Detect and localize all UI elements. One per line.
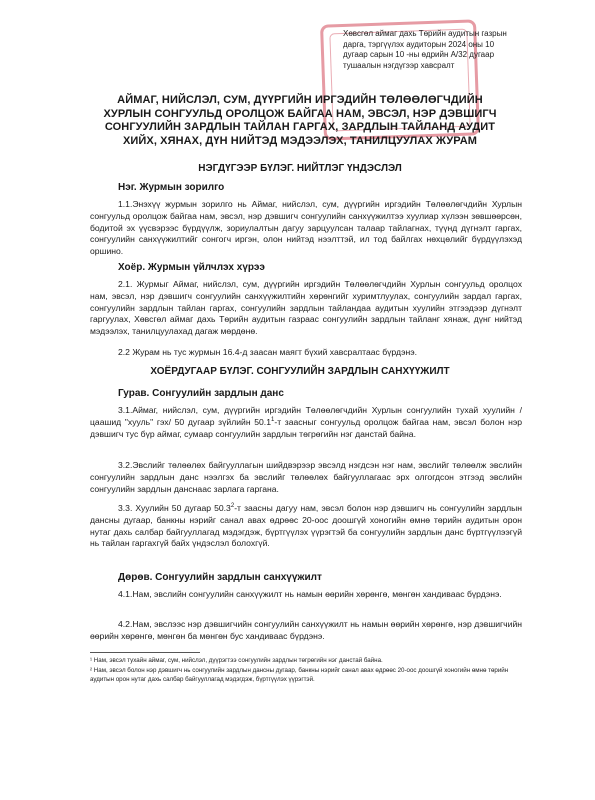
document-title: [100, 94, 500, 148]
paragraph-1-1: 1.1.Энэхүү журмын зорилго нь Аймаг, нийслэл, сум, дүүргийн иргэдийн Төлөөлөгчдийн Хурлын сонгуульд оролцож байгаа нам, эвсэл, нэр дэвшигч сонгуулийн санхүүжилтээ хуулиар хүлээн зөвшөөрсөн, бодитой эх үүсвэрээс бүрдүүлж, зориулалтын дагуу зарцуулсан талаар тайлагнах, түүнд дүгнэлт гаргах, сонгуулийн санхүүжилтийг сонгогч иргэн, олон нийтэд нээлттэй, ил тод байлгах нөхцөлийг бүрдүүлэхэд оршино.: [90, 199, 522, 257]
chapter-1-heading: НЭГДҮГЭЭР БҮЛЭГ. НИЙТЛЭГ ҮНДЭСЛЭЛ: [198, 163, 402, 174]
paragraph-3-1-text-a: 3.1.Аймаг, нийслэл, сум, дүүргийн иргэдийн Төлөөлөгчдийн Хурлын сонгуулийн тухай хуулийн /цаашид "хууль" гэх/ 50 дугаар зүйлийн 50.1: [90, 405, 522, 427]
paragraph-3-2: 3.2.Эвслийг төлөөлөх байгууллагын шийдвэрээр эвсэлд нэгдсэн нэг нам, эвслийг төлөөлж эвслийн сонгуулийн зардлын данс нээлгэх ба эвслийг төлөөлөх байгууллагаас эрх олгогдсон этгээд эвслийн сонгуулийн зардлын данснаас зарлага гаргана.: [90, 460, 522, 494]
section-2-heading: Хоёр. Журмын үйлчлэх хүрээ: [118, 262, 265, 273]
paragraph-4-1: 4.1.Нам, эвслийн сонгуулийн санхүүжилт нь намын өөрийн хөрөнгө, мөнгөн хандиваас бүрдэнэ.: [118, 589, 502, 599]
paragraph-3-1: [90, 405, 522, 440]
paragraph-2-1: 2.1. Журмыг Аймаг, нийслэл, сум, дүүргийн иргэдийн Төлөөлөгчдийн Хурлын сонгуульд оролцох нам, эвсэл, нэр дэвшигч сонгуулийн санхүүжилтийн хөрөнгийг хуримтлуулах, сонгуулийн зардал гаргах, сонгуулийн зардлын тайлан гаргах, сонгуулийн зардлын тайландаа аудитын хуулийн этгээдээр дүгнэлт гаргуулах, Хөвсгөл аймаг дахь Төрийн аудитын газраас сонгуулийн зардлын тайланг хянаж, дүнг нийтэд мэдээлэх, танилцуулахад дагаж мөрдөнө.: [90, 279, 522, 337]
paragraph-4-2: 4.2.Нам, эвслээс нэр дэвшигчийн сонгуулийн санхүүжилт нь намын өөрийн хөрөнгө, нэр дэвшигчийн өөрийн хөрөнгө, мөнгөн ба мөнгөн бус хандиваас бүрдэнэ.: [90, 619, 522, 641]
footnote-ref-1: 1: [270, 416, 275, 423]
paragraph-3-3: [90, 503, 522, 550]
title-line-1: АЙМАГ, НИЙСЛЭЛ, СУМ, ДҮҮРГИЙН ИРГЭДИЙН ТӨЛӨӨЛӨГЧДИЙН: [117, 94, 483, 106]
section-4-heading: Дөрөв. Сонгуулийн зардлын санхүүжилт: [118, 572, 322, 583]
approval-line-3: дугаар сарын 10 -ны өдрийн А/32 дугаар: [343, 50, 495, 59]
footnote-divider: [90, 652, 200, 653]
footnote-2: ² Нам, эвсэл болон нэр дэвшигч нь сонгуулийн зардлын дансны дугаар, банкны нэрийг санал авах өдрөөс 20-оос доошгүй хоногийн өмнө төрийн аудитын орон нутаг дахь салбар байгууллагад мэдэгдэж, бүртгүүлэх үүрэгтэй.: [90, 667, 509, 683]
title-line-4: ХИЙХ, ХЯНАХ, ДҮН НИЙТЭД МЭДЭЭЛЭХ, ТАНИЛЦУУЛАХ ЖУРАМ: [122, 134, 478, 147]
approval-line-1: Хөвсгөл аймаг дахь Төрийн аудитын газрын: [343, 29, 507, 38]
title-line-2: ХУРЛЫН СОНГУУЛЬД ОРОЛЦОЖ БАЙГАА НАМ, ЭВСЭЛ, НЭР ДЭВШИГЧ: [103, 107, 497, 120]
section-1-heading: Нэг. Журмын зорилго: [118, 182, 225, 193]
approval-line-4: тушаалын нэгдүгээр хавсралт: [343, 60, 455, 70]
paragraph-3-3-text-b: -т заасны дагуу нам, эвсэл болон нэр дэвшигч нь сонгуулийн зардлын дансны дугаар, банкны нэрийг санал авах өдрөөс 20-оос доошгүй хоногийн өмнө төрийн аудитын орон нутаг дахь салбар байгууллагад мэдэгдэж, бүртгүүлэх үүрэгтэй ба сонгуулийн зардлын данс бүртгүүлээгүй нь тайлан гаргахгүй байх үндэслэл болохгүй.: [90, 503, 523, 549]
title-line-3: СОНГУУЛИЙН ЗАРДЛЫН ТАЙЛАН ГАРГАХ, ЗАРДЛЫН ТАЙЛАНД АУДИТ: [104, 121, 496, 133]
paragraph-3-1-text-b: -т заасныг сонгуульд оролцож байгаа нам, эвсэл болон нэр дэвшигч тус бүр аймаг, сумаар сонгуулийн зардлын төгрөгийн нэг данстай байна.: [90, 416, 522, 439]
footnote-ref-2: 2: [230, 503, 235, 510]
chapter-2-heading: ХОЁРДУГААР БҮЛЭГ. СОНГУУЛИЙН ЗАРДЛЫН САНХҮҮЖИЛТ: [150, 366, 450, 377]
footnote-1: ¹ Нам, эвсэл тухайн аймаг, сум, нийслэл, дүүрэгтээ сонгуулийн зардлын төгрөгийн нэг данстай байна.: [90, 657, 383, 664]
approval-line-2: дарга, тэргүүлэх аудиторын 2024 оны 10: [343, 39, 495, 49]
section-3-heading: Гурав. Сонгуулийн зардлын данс: [118, 388, 284, 399]
paragraph-3-3-text-a: 3.3. Хуулийн 50 дугаар 50.3: [118, 503, 231, 513]
approval-note: [343, 29, 573, 71]
paragraph-2-2: 2.2 Журам нь тус журмын 16.4-д заасан маягт бүхий хавсралтаас бүрдэнэ.: [118, 347, 418, 357]
